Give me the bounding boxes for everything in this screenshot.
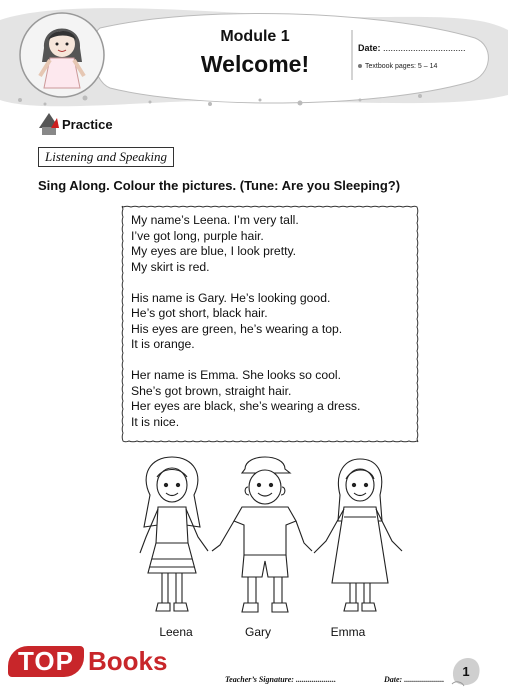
emma-drawing-icon — [314, 459, 402, 611]
poem-line: My name’s Leena. I’m very tall. — [131, 213, 299, 227]
poem-line: His name is Gary. He’s looking good. — [131, 290, 331, 305]
poem-line: His eyes are green, he’s wearing a top. — [131, 321, 343, 336]
character-name-leena: Leena — [159, 625, 193, 639]
leena-drawing-icon — [140, 457, 208, 611]
character-name-emma: Emma — [330, 625, 366, 639]
poem-stanza — [131, 213, 411, 275]
module-label: Module 1 — [220, 28, 290, 45]
poem-line: My skirt is red. — [131, 259, 210, 274]
poem-line: Her eyes are black, she’s wearing a dress. — [131, 399, 361, 413]
textbook-pages — [358, 63, 437, 70]
textbook-pages-label: Textbook pages: 5 – 14 — [365, 63, 438, 70]
poem-line: Her name is Emma. She looks so cool. — [131, 368, 341, 382]
teacher-signature: Teacher’s Signature: .................... — [225, 675, 336, 684]
watermark-books: Books — [87, 646, 168, 676]
section-label: Listening and Speaking — [38, 147, 174, 167]
poem — [131, 213, 411, 446]
gary-drawing-icon — [212, 457, 312, 612]
page-title: Welcome! — [200, 51, 310, 77]
watermark-top: TOP — [8, 646, 84, 677]
poem-stanza — [131, 291, 411, 353]
poem-line: It is nice. — [131, 414, 180, 429]
poem-line: I’ve got long, purple hair. — [131, 228, 264, 243]
girl-avatar-icon — [20, 13, 104, 97]
poem-stanza — [131, 368, 411, 430]
page-number: 1 — [462, 664, 470, 679]
instruction: Sing Along. Colour the pictures. (Tune: Are you Sleeping?) — [38, 178, 401, 193]
date-dots: ................................. — [383, 43, 466, 53]
character-name-gary: Gary — [244, 625, 271, 639]
footer-date: Date: .................... — [384, 675, 445, 684]
date-label: Date: — [358, 43, 381, 53]
children-illustration — [120, 455, 415, 625]
poem-line: She’s got brown, straight hair. — [131, 383, 292, 398]
bullet-icon — [358, 64, 362, 68]
page-number-badge — [448, 654, 482, 688]
practice-house-icon — [38, 112, 60, 136]
watermark-logo — [8, 646, 167, 677]
poem-line: It is orange. — [131, 337, 195, 351]
header-date — [358, 43, 466, 53]
practice-heading: Practice — [62, 117, 113, 132]
poem-line: My eyes are blue, I look pretty. — [131, 244, 297, 258]
poem-line: He’s got short, black hair. — [131, 306, 268, 320]
